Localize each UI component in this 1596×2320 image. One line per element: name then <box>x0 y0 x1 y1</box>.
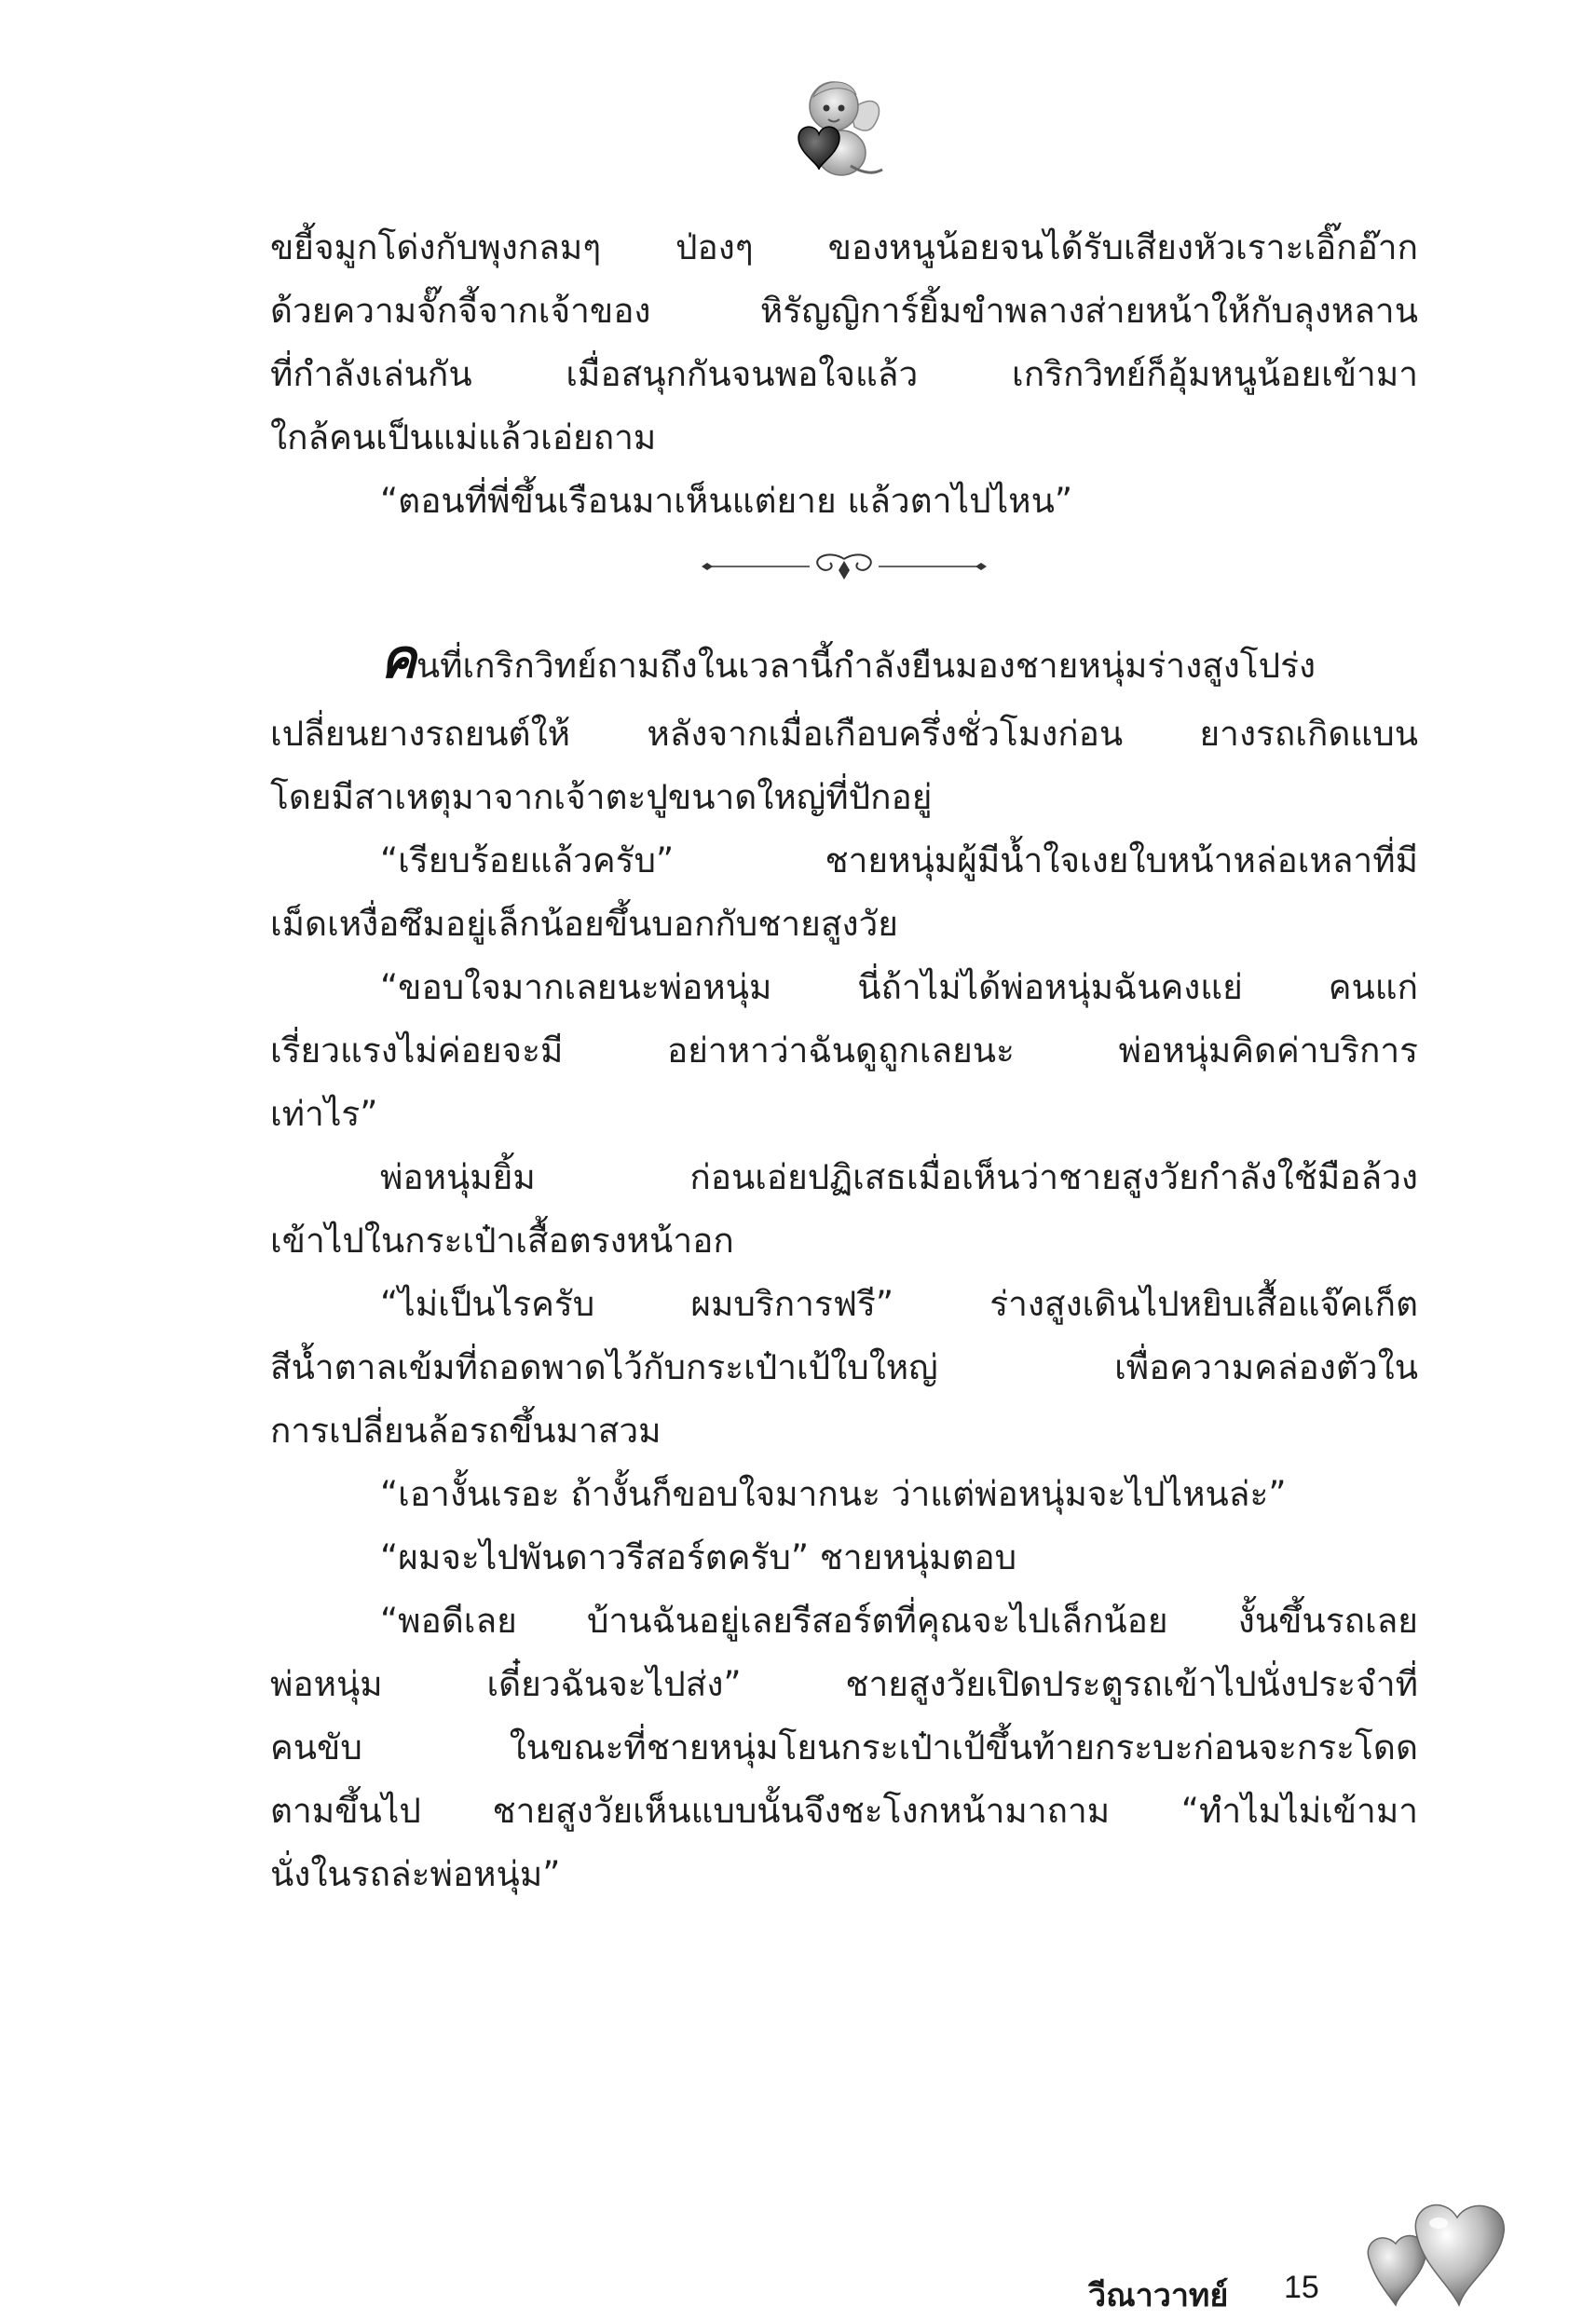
dialogue-line: “เอางั้นเรอะ ถ้างั้นก็ขอบใจมากนะ ว่าแต่พ่อหนุ่มจะไปไหนล่ะ” <box>380 1474 1287 1514</box>
body-line: คนขับ ในขณะที่ชายหนุ่มโยนกระเป๋าเป้ขึ้นท้ายกระบะก่อนจะกระโดด <box>270 1727 1418 1767</box>
ornament-divider-icon <box>700 550 989 583</box>
drop-cap-rest: นที่เกริกวิทย์ถามถึงในเวลานี้กำลังยืนมองชายหนุ่มร่างสูงโปร่ง <box>416 646 1316 686</box>
dialogue-line: “ขอบใจมากเลยนะพ่อหนุ่ม นี่ถ้าไม่ได้พ่อหนุ่มฉันคงแย่ คนแก่ <box>380 967 1418 1007</box>
page-body <box>270 216 1418 1906</box>
page-number: 15 <box>1284 2270 1319 2305</box>
body-line: โดยมีสาเหตุมาจากเจ้าตะปูขนาดใหญ่ที่ปักอยู่ <box>270 777 933 817</box>
body-line: ด้วยความจั๊กจี้จากเจ้าของ หิรัญญิการ์ยิ้มขำพลางส่ายหน้าให้กับลุงหลาน <box>270 291 1418 331</box>
body-line: เข้าไปในกระเป๋าเสื้อตรงหน้าอก <box>270 1221 734 1261</box>
dialogue-line: “ไม่เป็นไรครับ ผมบริการฟรี” ร่างสูงเดินไปหยิบเสื้อแจ๊คเก็ต <box>380 1284 1418 1324</box>
section-divider <box>270 533 1418 609</box>
body-line: เท่าไร” <box>270 1094 378 1134</box>
hearts-icon <box>1358 2195 1526 2316</box>
body-line: นั่งในรถล่ะพ่อหนุ่ม” <box>270 1854 561 1894</box>
body-line: การเปลี่ยนล้อรถขึ้นมาสวม <box>270 1411 662 1451</box>
body-line: ใกล้คนเป็นแม่แล้วเอ่ยถาม <box>270 417 657 457</box>
body-line: ที่กำลังเล่นกัน เมื่อสนุกกันจนพอใจแล้ว เกริกวิทย์ก็อุ้มหนูน้อยเข้ามา <box>270 354 1418 394</box>
body-line: พ่อหนุ่ม เดี๋ยวฉันจะไปส่ง” ชายสูงวัยเปิดประตูรถเข้าไปนั่งประจำที่ <box>270 1664 1418 1704</box>
body-line: สีน้ำตาลเข้มที่ถอดพาดไว้กับกระเป๋าเป้ใบใหญ่ เพื่อความคล่องตัวใน <box>270 1347 1418 1387</box>
cupid-heart-icon <box>785 73 888 183</box>
drop-cap: ค <box>380 629 416 689</box>
chapter-opening-line <box>270 609 1418 703</box>
body-line: พ่อหนุ่มยิ้ม ก่อนเอ่ยปฏิเสธเมื่อเห็นว่าชายสูงวัยกำลังใช้มือล้วง <box>380 1157 1418 1197</box>
body-line: เม็ดเหงื่อซึมอยู่เล็กน้อยขึ้นบอกกับชายสูงวัย <box>270 904 898 944</box>
book-title: วีณาวาทย์ <box>1088 2277 1229 2314</box>
body-line: ขยี้จมูกโด่งกับพุงกลมๆ ป่องๆ ของหนูน้อยจนได้รับเสียงหัวเราะเอิ๊กอ๊าก <box>270 227 1418 267</box>
dialogue-line: “เรียบร้อยแล้วครับ” ชายหนุ่มผู้มีน้ำใจเงยใบหน้าหล่อเหลาที่มี <box>380 840 1418 880</box>
dialogue-line: “ผมจะไปพันดาวรีสอร์ตครับ” ชายหนุ่มตอบ <box>380 1537 1017 1577</box>
dialogue-line: “ตอนที่พี่ขึ้นเรือนมาเห็นแต่ยาย แล้วตาไปไหน” <box>380 481 1073 521</box>
body-line: เปลี่ยนยางรถยนต์ให้ หลังจากเมื่อเกือบครึ่งชั่วโมงก่อน ยางรถเกิดแบน <box>270 714 1418 754</box>
body-line: เรี่ยวแรงไม่ค่อยจะมี อย่าหาว่าฉันดูถูกเลยนะ พ่อหนุ่มคิดค่าบริการ <box>270 1030 1418 1071</box>
dialogue-line: “พอดีเลย บ้านฉันอยู่เลยรีสอร์ตที่คุณจะไปเล็กน้อย งั้นขึ้นรถเลย <box>380 1601 1418 1641</box>
body-line: ตามขึ้นไป ชายสูงวัยเห็นแบบนั้นจึงชะโงกหน้ามาถาม “ทำไมไม่เข้ามา <box>270 1791 1418 1831</box>
